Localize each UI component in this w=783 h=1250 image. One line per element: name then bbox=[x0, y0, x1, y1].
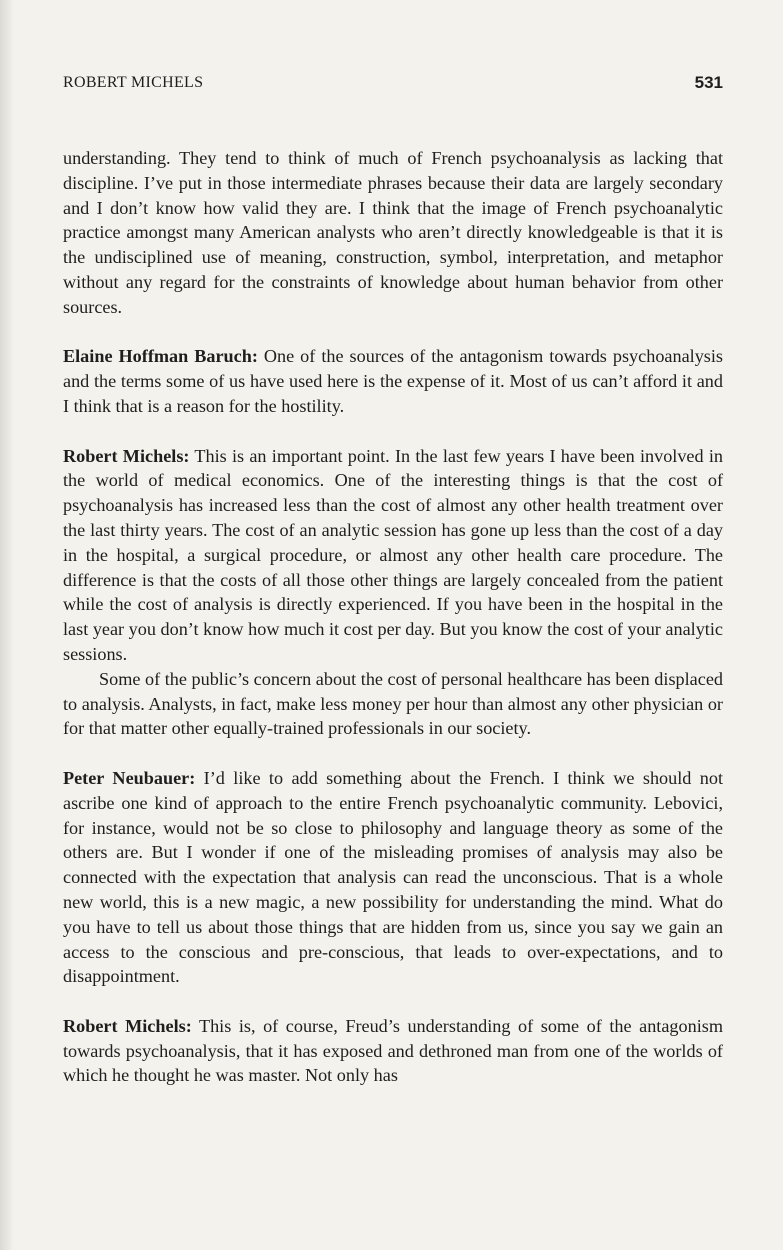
speaker-name: Robert Michels: bbox=[63, 1015, 192, 1036]
paragraph-text: I’d like to add something about the French. I think we should not ascribe one kind of approach to the entire French psychoanalytic community. Lebovici, for instance, would not be so close to philosophy and language theory as some of the others are. But I wonder if one of the misleading promises of analysis may also be connected with the expectation that analysis can read the unconscious. That is a whole new world, this is a new magic, a new possibility for understanding the mind. What do you have to tell us about those things that are hidden from us, since you say we gain an access to the conscious and pre-conscious, that leads to over-expectations, and to disappointment. bbox=[63, 767, 723, 987]
speech-paragraph bbox=[63, 444, 723, 667]
paragraph-text: understanding. They tend to think of much of French psychoanalysis as lacking that discipline. I’ve put in those intermediate phrases because their data are largely secondary and I don’t know how valid they are. I think that the image of French psychoanalytic practice amongst many American analysts who aren’t directly knowledgeable is that it is the undisciplined use of meaning, construction, symbol, interpretation, and metaphor without any regard for the constraints of knowledge about human behavior from other sources. bbox=[63, 148, 723, 317]
paragraph-text: This is, of course, Freud’s understanding of some of the antagonism towards psychoanalysis, that it has exposed and dethroned man from one of the worlds of which he thought he was master. Not only has bbox=[63, 1015, 723, 1086]
speech-paragraph bbox=[63, 766, 723, 989]
speaker-name: Robert Michels: bbox=[63, 445, 190, 466]
running-head: ROBERT MICHELS bbox=[63, 74, 204, 91]
page-gutter-shadow bbox=[0, 0, 14, 1250]
indented-paragraph bbox=[63, 667, 723, 741]
body-text bbox=[63, 146, 723, 1088]
speech-paragraph bbox=[63, 344, 723, 418]
paragraph-text: Some of the public’s concern about the cost of personal healthcare has been displaced to analysis. Analysts, in fact, make less money per hour than almost any other physician or for that matter other equally-trained professionals in our society. bbox=[63, 668, 723, 739]
speaker-name: Peter Neubauer: bbox=[63, 767, 196, 788]
paragraph-text: This is an important point. In the last few years I have been involved in the world of medical economics. One of the interesting things is that the cost of psychoanalysis has increased less than the cost of almost any other health treatment over the last thirty years. The cost of an analytic session has gone up less than the cost of a day in the hospital, a surgical procedure, or almost any other health care procedure. The difference is that the costs of all those other things are largely concealed from the patient while the cost of analysis is directly experienced. If you have been in the hospital in the last year you don’t know how much it cost per day. But you know the cost of your analytic sessions. bbox=[63, 445, 723, 664]
paragraph-text: One of the sources of the antagonism towards psychoanalysis and the terms some of us have used here is the expense of it. Most of us can’t afford it and I think that is a reason for the hostility. bbox=[63, 346, 724, 416]
page-number: 531 bbox=[694, 73, 723, 92]
paragraph-continued bbox=[63, 146, 723, 320]
page-header bbox=[63, 74, 723, 98]
speaker-name: Elaine Hoffman Baruch: bbox=[63, 346, 258, 367]
speech-paragraph bbox=[63, 1014, 723, 1088]
